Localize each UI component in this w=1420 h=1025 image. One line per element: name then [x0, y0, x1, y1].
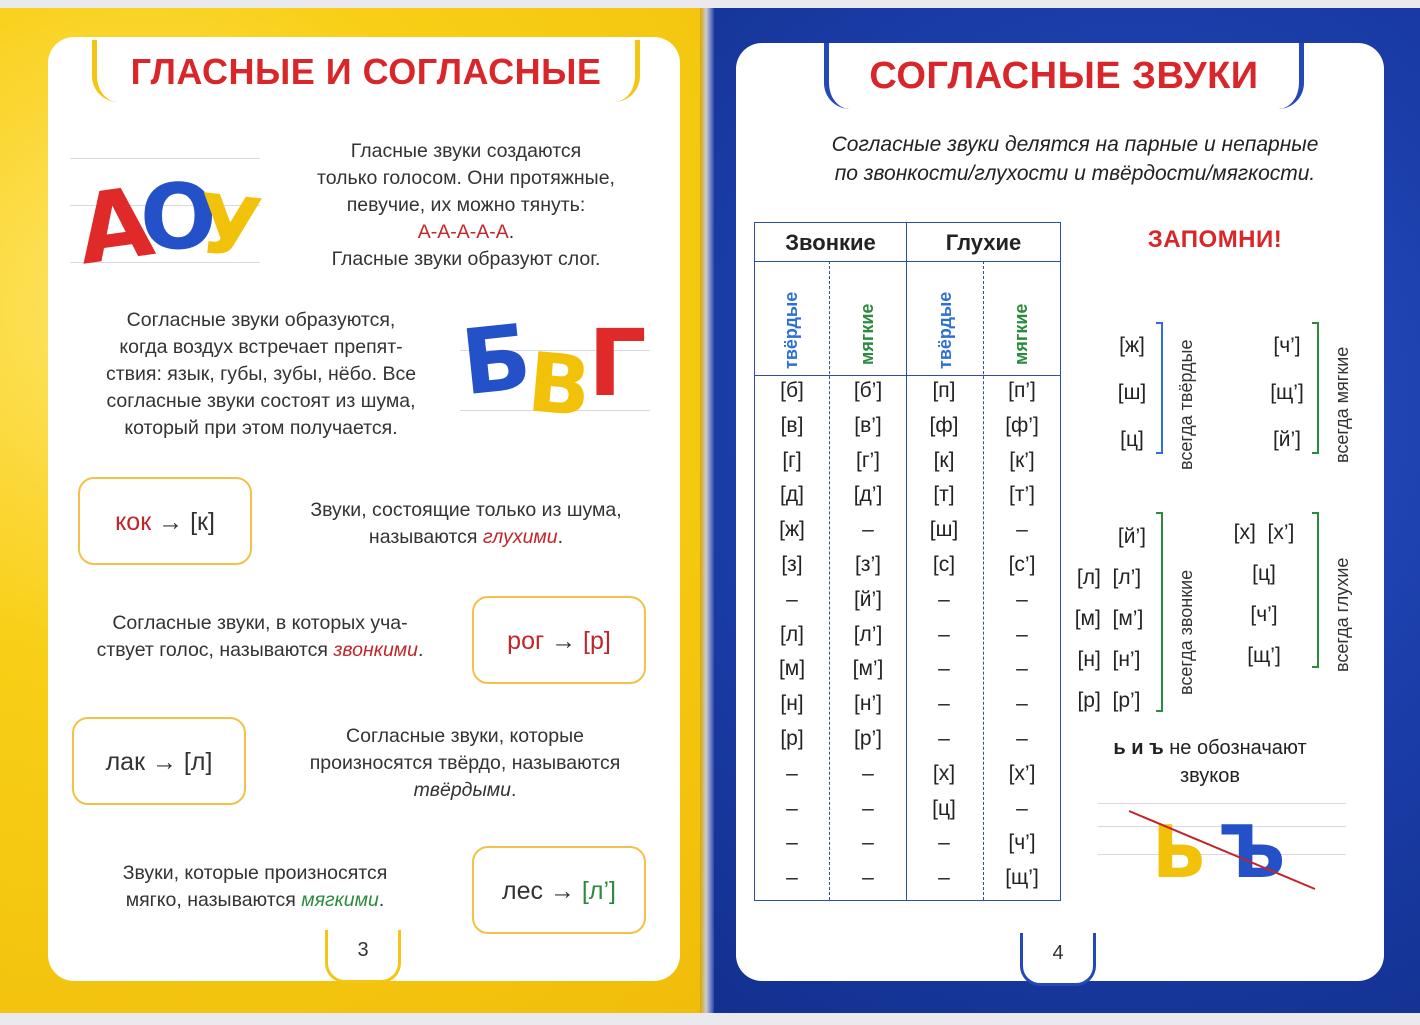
bracket [1312, 322, 1319, 454]
arrow-icon: → [551, 627, 577, 655]
consonant-text-line: Согласные звуки образуются, [126, 309, 396, 331]
deaf-description: Звуки, состоящие только из шума, называются глухими. [276, 497, 656, 551]
vowel-letter-a: А [70, 165, 160, 287]
consonant-text-line: ствия: язык, губы, зубы, нёбо. Все [105, 363, 417, 385]
hard-text-line: Согласные звуки, которые [346, 725, 584, 747]
arrow-icon: → [158, 508, 184, 536]
vowel-letter-o: О [140, 165, 217, 270]
table-column-divider [983, 261, 984, 900]
example-word: рог [507, 627, 545, 655]
table-cell: [в’] [854, 413, 882, 437]
table-cell: – [938, 622, 950, 646]
table-cell: – [938, 831, 950, 855]
remember-sound: [ч’] [1250, 603, 1278, 626]
example-box-kok [78, 477, 252, 565]
soft-description: Звуки, которые произносятся мягко, называются мягкими. [70, 860, 440, 914]
example-sound: [л] [183, 748, 213, 776]
table-cell: [т’] [1009, 483, 1035, 507]
table-cell: – [1016, 622, 1028, 646]
table-cell: [х’] [1008, 761, 1036, 785]
example-box-rog [472, 596, 646, 684]
table-cell: – [1016, 657, 1028, 681]
consonant-description [66, 307, 456, 442]
table-cell: – [938, 587, 950, 611]
table-cell: – [1016, 692, 1028, 716]
consonant-letter-v: В [523, 335, 595, 436]
always-deaf-label: всегда глухие [1332, 557, 1352, 672]
remember-sound: [р’] [1112, 689, 1141, 712]
subheader-deaf-soft: мягкие [1011, 303, 1031, 365]
table-cell: [б’] [853, 379, 883, 402]
consonant-intro [770, 130, 1380, 188]
table-cell: [ф’] [1005, 413, 1039, 437]
table-header-divider [755, 261, 1060, 262]
bracket [1156, 512, 1163, 712]
remember-sound: [м] [1074, 607, 1101, 630]
table-cell: [с’] [1008, 553, 1036, 576]
hard-sign-letter: Ъ [1218, 810, 1286, 894]
voiced-description: Согласные звуки, в которых уча- ствует голос, называются звонкими. [60, 610, 460, 664]
example-box-lak [72, 717, 246, 805]
header-deaf: Глухие [945, 230, 1022, 255]
table-cell: – [862, 518, 874, 542]
table-cell: [г] [782, 448, 802, 472]
table-cell: – [1016, 518, 1028, 542]
example-sound: [р] [583, 627, 611, 655]
remember-sound: [й’] [1117, 525, 1146, 548]
book-spine [700, 8, 714, 1013]
soft-sign-letter: Ь [1152, 810, 1207, 894]
table-cell: [к] [933, 448, 955, 472]
table-cell: [ш] [929, 518, 959, 542]
table-cell: – [786, 587, 798, 611]
strike-through-line [1125, 805, 1320, 895]
signs-note-text: звуков [1179, 765, 1241, 787]
right-page-title: СОГЛАСНЫЕ ЗВУКИ [824, 43, 1304, 109]
remember-sound: [н’] [1112, 648, 1141, 671]
remember-sound: [ш] [1117, 381, 1147, 404]
example-word: лес [502, 877, 544, 905]
remember-sound: [й’] [1272, 428, 1302, 451]
table-cell: – [786, 866, 798, 890]
example-sound: [к] [190, 508, 215, 536]
table-cell: – [862, 796, 874, 820]
soft-text-line: мягко, называются [125, 889, 296, 911]
hard-text-line: произносятся твёрдо, называются [309, 752, 621, 774]
table-cell: – [862, 831, 874, 855]
always-voiced-label: всегда звонкие [1176, 569, 1196, 695]
table-subheader-divider [755, 375, 1060, 376]
consonant-text-line: который при этом получается. [124, 417, 398, 439]
table-cell: – [1016, 796, 1028, 820]
vowel-description: Гласные звуки создаются только голосом. Они протяжные, певучие, их можно тянуть: А-А-А-А-А. Гласные звуки образуют слог. [282, 138, 650, 273]
voiced-text-line: ствует голос, называются [96, 639, 328, 661]
table-cell: [в] [780, 413, 804, 437]
vowel-text-line: Гласные звуки образуют слог. [331, 248, 601, 270]
consonant-letter-g: Г [588, 310, 647, 417]
remember-sound: [р] [1077, 689, 1101, 712]
table-cell: – [1016, 727, 1028, 750]
table-cell: [т] [933, 483, 955, 507]
remember-sound: [н] [1077, 648, 1101, 671]
table-cell: [з] [781, 553, 803, 576]
table-cell: [г’] [856, 448, 880, 472]
arrow-icon: → [549, 877, 575, 905]
example-sound: [л’] [581, 877, 616, 905]
table-cell: [ч’] [1008, 831, 1036, 855]
right-page-number: 4 [1020, 933, 1096, 986]
table-cell: [п’] [1008, 379, 1036, 402]
remember-sound: [л’] [1112, 566, 1142, 589]
always-soft-list [1262, 322, 1312, 463]
remember-sound: [ц] [1252, 562, 1276, 585]
remember-sound: [л] [1076, 566, 1101, 589]
table-cell: – [938, 692, 950, 716]
table-cell: [ж] [779, 518, 805, 542]
remember-sound: [ч’] [1273, 334, 1301, 357]
table-cell: – [938, 657, 950, 681]
voiced-text-line: Согласные звуки, в которых уча- [112, 612, 408, 634]
table-cell: – [938, 866, 950, 890]
remember-sound: [щ’] [1247, 644, 1281, 667]
consonant-letter-b: Б [456, 304, 536, 417]
soft-term: мягкими [301, 889, 379, 911]
left-page-title: ГЛАСНЫЕ И СОГЛАСНЫЕ [92, 40, 640, 102]
voiced-term: звонкими [333, 639, 419, 661]
table-cell: [д’] [853, 483, 883, 507]
deaf-text-line: называются [368, 526, 478, 548]
intro-line: по звонкости/глухости и твёрдости/мягкости. [834, 162, 1316, 185]
subheader-deaf-hard: твёрдые [935, 291, 955, 369]
header-voiced: Звонкие [785, 230, 876, 255]
arrow-icon: → [151, 748, 177, 776]
consonant-text-line: когда воздух встречает препят- [119, 336, 403, 358]
vowel-text-line: Гласные звуки создаются [350, 140, 582, 162]
consonant-text-line: согласные звуки состоят из шума, [106, 390, 416, 412]
table-cell: [к’] [1009, 448, 1035, 472]
vowel-text-line: только голосом. Они протяжные, [317, 167, 615, 189]
remember-sound: [х] [1233, 521, 1256, 544]
table-cell: [с] [932, 553, 956, 576]
table-cell: – [862, 866, 874, 890]
signs-note [1090, 734, 1330, 790]
remember-sound: [ж] [1119, 334, 1145, 357]
remember-sound: [х’] [1267, 521, 1295, 544]
always-voiced-list [1064, 516, 1154, 721]
bracket [1156, 322, 1163, 454]
table-cell: – [1016, 587, 1028, 611]
example-word: кок [115, 508, 152, 536]
table-cell: [н] [780, 692, 804, 716]
ruled-line [70, 158, 260, 159]
table-cell: [л’] [853, 622, 883, 646]
hard-term: твёрдыми [413, 779, 512, 801]
ruled-line [1098, 803, 1346, 804]
table-cell: [л] [780, 622, 804, 646]
example-word: лак [105, 748, 146, 776]
vowel-example: А-А-А-А-А [417, 221, 509, 243]
always-soft-label: всегда мягкие [1332, 346, 1352, 463]
vowel-letter-u: У [193, 176, 267, 279]
table-cell: – [786, 796, 798, 820]
table-cell: [х] [932, 761, 956, 785]
table-cell: [р’] [853, 727, 882, 750]
table-cell: – [862, 761, 874, 785]
table-cell: – [786, 761, 798, 785]
table-cell: [м] [778, 657, 806, 681]
subheader-voiced-soft: мягкие [857, 303, 877, 365]
intro-line: Согласные звуки делятся на парные и непарные [831, 133, 1319, 156]
hard-description: Согласные звуки, которые произносятся твёрдо, называются твёрдыми. [270, 723, 660, 804]
signs-note-text: не обозначают [1163, 737, 1307, 759]
soft-text-line: Звуки, которые произносятся [122, 862, 388, 884]
table-cell: [н’] [854, 692, 882, 716]
bracket [1312, 512, 1319, 668]
always-hard-list [1110, 322, 1154, 463]
table-cell: [б] [780, 379, 804, 402]
table-cell: – [938, 727, 950, 750]
remember-title: ЗАПОМНИ! [1147, 226, 1283, 253]
table-cell: [з’] [855, 553, 881, 576]
consonant-table [754, 222, 1061, 901]
example-box-les [472, 846, 646, 934]
deaf-text-line: Звуки, состоящие только из шума, [310, 499, 622, 521]
deaf-term: глухими [482, 526, 558, 548]
table-cell: [й’] [853, 587, 883, 611]
table-cell: [щ’] [1005, 866, 1039, 890]
table-group-divider [906, 223, 907, 900]
remember-sound: [ц] [1120, 428, 1144, 451]
table-cell: [ф] [929, 413, 959, 437]
table-cell: [м’] [852, 657, 884, 681]
subheader-voiced-hard: твёрдые [781, 291, 801, 369]
always-hard-label: всегда твёрдые [1176, 339, 1196, 470]
table-cell: – [786, 831, 798, 855]
vowel-text-line: певучие, их можно тянуть: [346, 194, 586, 216]
left-page-number: 3 [325, 930, 401, 983]
remember-sound: [м’] [1112, 607, 1144, 630]
always-deaf-list [1218, 512, 1310, 676]
table-cell: [п] [932, 379, 956, 402]
signs-letters-bold: ь и ъ [1113, 737, 1164, 759]
table-column-divider [829, 261, 830, 900]
table-cell: [д] [780, 483, 804, 507]
table-cell: [р] [780, 727, 804, 750]
table-cell: [ц] [932, 796, 956, 820]
remember-sound: [щ’] [1270, 381, 1304, 404]
